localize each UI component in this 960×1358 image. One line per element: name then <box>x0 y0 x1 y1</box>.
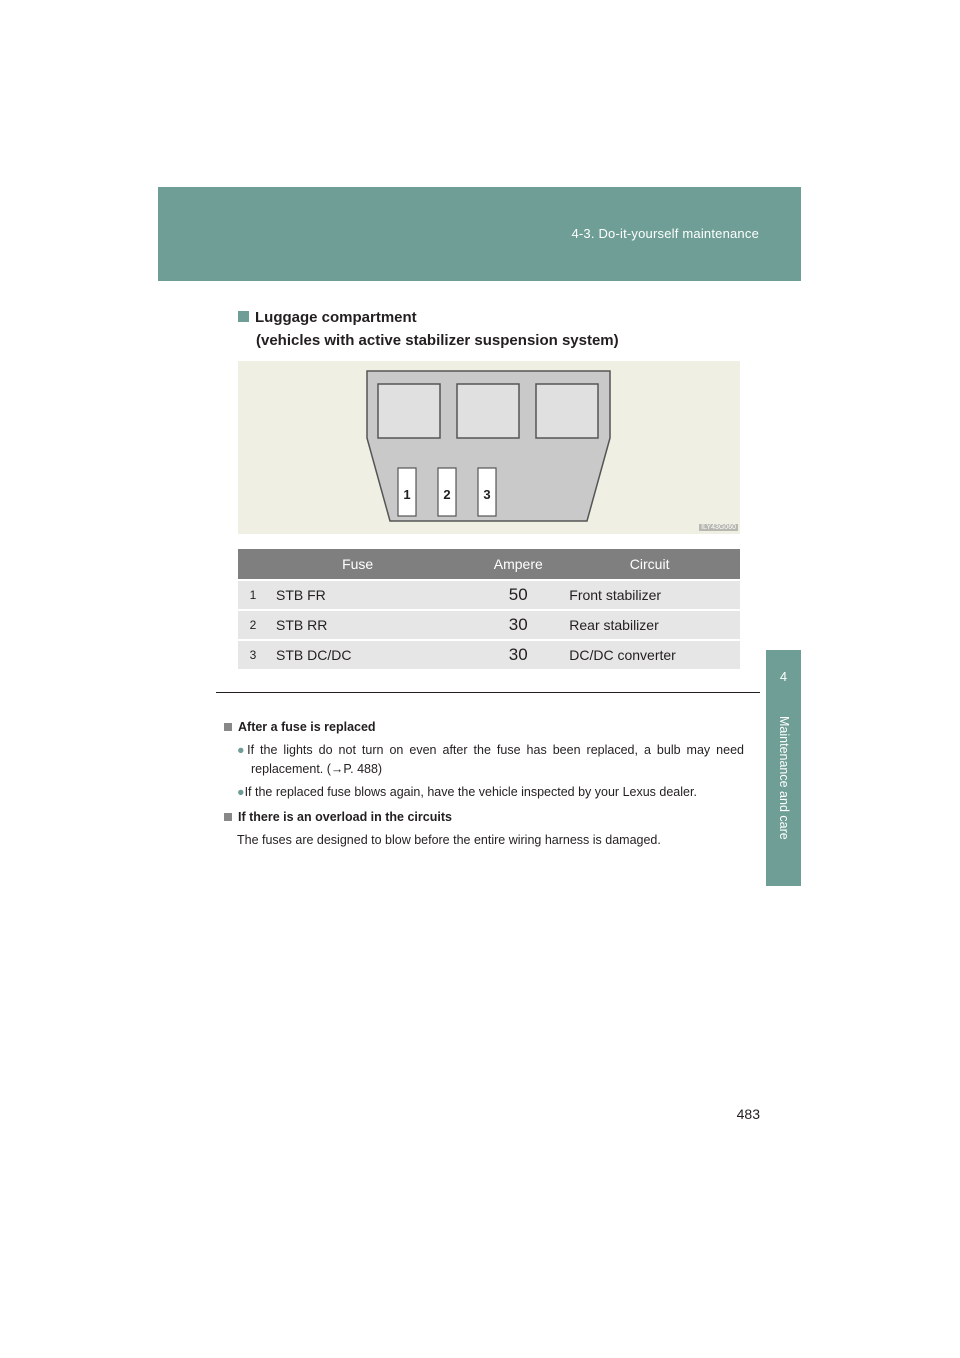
note-bullet-text: If the replaced fuse blows again, have the vehicle inspected by your Lexus dealer. <box>244 785 697 799</box>
note-square-icon <box>224 723 232 731</box>
heading-line-2: (vehicles with active stabilizer suspension system) <box>256 332 619 349</box>
fuse-label-3: 3 <box>483 487 491 502</box>
column-header-ampere: Ampere <box>477 549 559 579</box>
fuse-name: STB RR <box>268 611 477 639</box>
fuse-ampere: 30 <box>477 641 559 669</box>
table-row <box>238 581 740 609</box>
heading-line-1: Luggage compartment <box>255 309 417 326</box>
note-bullet <box>224 783 744 802</box>
fuse-label-1: 1 <box>403 487 411 502</box>
fuse-box-diagram <box>238 361 740 534</box>
table-row <box>238 611 740 639</box>
chapter-tab-label <box>766 704 801 886</box>
relay-block-1 <box>378 384 440 438</box>
fuse-circuit: DC/DC converter <box>559 641 740 669</box>
fuse-name: STB DC/DC <box>268 641 477 669</box>
note-heading-overload: If there is an overload in the circuits <box>224 808 744 827</box>
section-title: 4-3. Do-it-yourself maintenance <box>571 226 759 241</box>
note-bullet-text: If the lights do not turn on even after the fuse has been replaced, a bulb may need replacement. (→P. 488) <box>247 743 744 776</box>
fuse-label-2: 2 <box>443 487 451 502</box>
relay-block-3 <box>536 384 598 438</box>
fuse-name: STB FR <box>268 581 477 609</box>
heading-square-icon <box>238 311 249 322</box>
note-bullet <box>224 741 744 779</box>
chapter-header-band <box>158 187 801 281</box>
fuse-circuit: Front stabilizer <box>559 581 740 609</box>
fuse-table <box>238 547 740 671</box>
notes-section <box>224 712 744 850</box>
column-header-fuse: Fuse <box>238 549 477 579</box>
fuse-number: 1 <box>238 581 268 609</box>
chapter-tab-number: 4 <box>766 650 801 704</box>
note-text: The fuses are designed to blow before the entire wiring harness is damaged. <box>237 833 661 847</box>
section-heading <box>238 306 619 352</box>
column-header-circuit: Circuit <box>559 549 740 579</box>
note-square-icon <box>224 813 232 821</box>
fuse-number: 3 <box>238 641 268 669</box>
section-divider <box>216 692 760 693</box>
bullet-dot-icon: ● <box>237 785 245 799</box>
fuse-ampere: 50 <box>477 581 559 609</box>
note-heading-after-replaced: After a fuse is replaced <box>224 718 744 737</box>
image-code: ILY43G060 <box>701 524 736 531</box>
table-row <box>238 641 740 669</box>
chapter-tab-label-text: Maintenance and care <box>776 716 791 840</box>
fuse-number: 2 <box>238 611 268 639</box>
table-header-row <box>238 549 740 579</box>
bullet-dot-icon: ● <box>237 743 248 757</box>
fuse-box-illustration <box>238 361 740 534</box>
page-number: 483 <box>736 1106 760 1122</box>
fuse-ampere: 30 <box>477 611 559 639</box>
relay-block-2 <box>457 384 519 438</box>
fuse-circuit: Rear stabilizer <box>559 611 740 639</box>
